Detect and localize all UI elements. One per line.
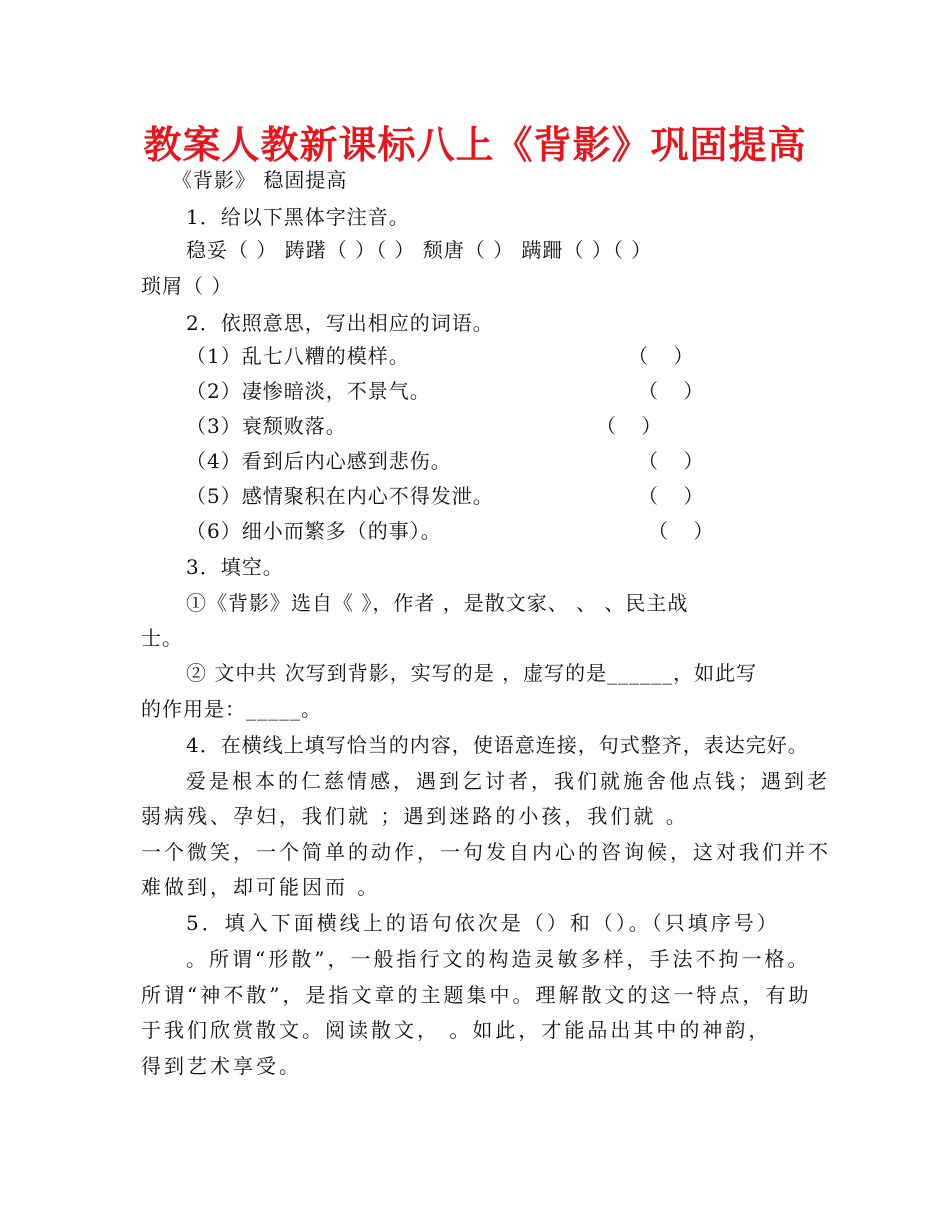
q4-line-1: 爱是根本的仁慈情感，遇到乞讨者，我们就施舍他点钱；遇到老: [186, 769, 830, 793]
q2-item-2-blank: （ ）: [638, 379, 704, 403]
q5-line-2: 所谓“神不散”，是指文章的主题集中。理解散文的这一特点，有助: [141, 983, 812, 1007]
q2-item-2: （2）凄惨暗淡，不景气。: [186, 379, 431, 403]
q4-line-3: 一个微笑，一个简单的动作，一句发自内心的咨询候，这对我们并不: [141, 840, 831, 864]
q3-line-2: ② 文中共 次写到背影，实写的是 ，虚写的是______，如此写: [186, 661, 758, 685]
q5-line-1: 。所谓“形散”，一般指行文的构造灵敏多样，手法不拘一格。: [186, 947, 811, 971]
q2-item-1: （1）乱七八糟的模样。: [186, 344, 410, 368]
q1-heading: 1．给以下黑体字注音。: [186, 205, 410, 229]
q2-item-6: （6）细小而繁多（的事）。: [186, 519, 442, 543]
q3-line-1: ①《背影》选自《 》，作者 ，是散文家、 、 、民主战: [186, 591, 689, 615]
q2-item-5: （5）感情聚积在内心不得发泄。: [186, 484, 494, 508]
q1-row-1: 稳妥（ ） 踌躇（ ）（ ） 颓唐（ ） 蹒跚（ ）（ ）: [186, 238, 653, 262]
q3-heading: 3．填空。: [186, 555, 284, 579]
page-title: 教案人教新课标八上《背影》巩固提高: [143, 123, 807, 167]
q4-line-2: 弱病残、孕妇，我们就 ；遇到迷路的小孩，我们就 。: [141, 804, 689, 828]
q2-item-3: （3）衰颓败落。: [186, 414, 347, 438]
q1-row-2: 琐屑（ ）: [141, 274, 233, 298]
q5-line-4: 得到艺术享受。: [141, 1054, 302, 1078]
subtitle: 《背影》 稳固提高: [172, 168, 348, 192]
q2-item-5-blank: （ ）: [638, 484, 704, 508]
q2-item-4-blank: （ ）: [638, 449, 704, 473]
q3-line-2-cont: 的作用是：_____。: [141, 697, 322, 721]
q2-item-6-blank: （ ）: [648, 519, 714, 543]
q2-heading: 2．依照意思，写出相应的词语。: [186, 311, 494, 335]
q3-line-1-cont: 士。: [141, 626, 183, 650]
q2-item-3-blank: （ ）: [596, 414, 662, 438]
q4-heading: 4．在横线上填写恰当的内容，使语意连接，句式整齐，表达完好。: [186, 733, 809, 757]
q4-line-4: 难做到，却可能因而 。: [141, 875, 381, 899]
q2-item-1-blank: （ ）: [628, 344, 694, 368]
q5-heading: 5．填入下面横线上的语句依次是（）和（）。（只填序号）: [186, 911, 780, 935]
q2-item-4: （4）看到后内心感到悲伤。: [186, 449, 452, 473]
q5-line-3: 于我们欣赏散文。阅读散文， 。如此，才能品出其中的神韵，: [141, 1018, 772, 1042]
